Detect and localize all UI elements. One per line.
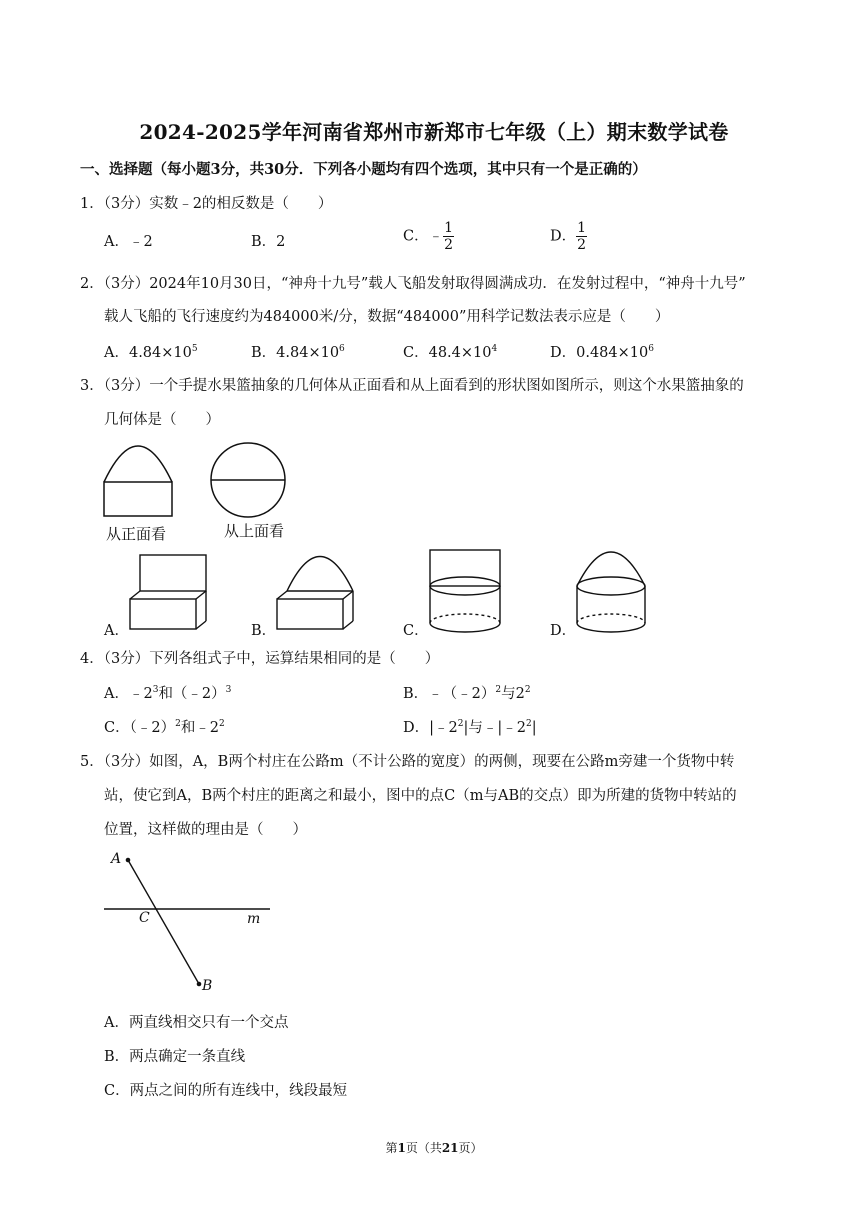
q3-top-view-figure bbox=[208, 440, 288, 520]
footer-text: 第 bbox=[385, 1141, 398, 1155]
q5-option-a: A．两直线相交只有一个交点 bbox=[104, 1015, 289, 1031]
q1-option-d-label: D． bbox=[550, 228, 577, 245]
point-c-label: C bbox=[139, 910, 150, 926]
page-footer bbox=[0, 1139, 868, 1156]
question-5-line-2: 站，使它到A，B两个村庄的距离之和最小，图中的点C（m与AB的交点）即为所建的货物中转站的 bbox=[104, 788, 737, 804]
q4-option-d-exponent: 2 bbox=[525, 719, 532, 729]
q4-option-b-exponent: 2 bbox=[495, 685, 502, 695]
q4-option-c-part: 和﹣2 bbox=[180, 720, 220, 736]
q4-option-d bbox=[403, 716, 537, 737]
q4-option-b-part: B．﹣（﹣2） bbox=[403, 686, 496, 702]
q3-option-a-label: A． bbox=[104, 623, 129, 639]
q3-option-b-figure bbox=[275, 550, 357, 633]
q2-option-a-text: A．4.84×10 bbox=[104, 345, 192, 361]
q4-option-c bbox=[104, 716, 225, 737]
q3-front-view-caption: 从正面看 bbox=[106, 525, 167, 543]
q4-option-d-part: | bbox=[531, 720, 537, 736]
q2-option-b bbox=[251, 341, 345, 362]
q2-option-c bbox=[403, 341, 497, 362]
line-m-label: m bbox=[247, 911, 261, 927]
q2-option-b-text: B．4.84×10 bbox=[251, 345, 340, 361]
q2-option-c-exponent: 4 bbox=[491, 344, 498, 354]
q3-option-c-label: C． bbox=[403, 623, 429, 639]
q4-option-b-part: 与2 bbox=[501, 686, 525, 702]
q2-option-b-exponent: 6 bbox=[339, 344, 345, 354]
q4-option-d-part: |与﹣|﹣2 bbox=[463, 720, 526, 736]
question-5-line-3: 位置，这样做的理由是（ ） bbox=[104, 822, 307, 838]
q2-option-d-exponent: 6 bbox=[648, 344, 654, 354]
q3-top-view-caption: 从上面看 bbox=[224, 522, 285, 540]
q2-option-a-exponent: 5 bbox=[191, 344, 198, 354]
q4-option-a-exponent: 3 bbox=[225, 685, 232, 695]
point-b-label: B bbox=[202, 978, 213, 994]
q4-option-c-part: C．（﹣2） bbox=[104, 720, 176, 736]
point-a-label: A bbox=[111, 851, 122, 867]
q5-option-c: C．两点之间的所有连线中，线段最短 bbox=[104, 1083, 348, 1099]
q3-option-d-figure bbox=[572, 546, 652, 634]
q2-option-a bbox=[104, 341, 198, 362]
q3-option-c-figure bbox=[426, 548, 506, 634]
fraction-denominator: 2 bbox=[577, 237, 587, 253]
q3-option-b-label: B． bbox=[251, 623, 277, 639]
q1-option-c bbox=[403, 221, 454, 252]
fraction-denominator: 2 bbox=[444, 237, 454, 253]
q1-option-d-fraction bbox=[576, 221, 587, 252]
q4-option-d-exponent: 2 bbox=[457, 719, 464, 729]
footer-text: 页（共 bbox=[405, 1141, 442, 1155]
q5-option-b: B．两点确定一条直线 bbox=[104, 1049, 246, 1065]
q3-option-d-label: D． bbox=[550, 623, 577, 639]
q1-option-c-label: C．﹣ bbox=[403, 228, 444, 245]
q4-option-b bbox=[403, 682, 531, 703]
q1-option-a: A．﹣2 bbox=[104, 234, 153, 250]
question-5-line-1: 5．（3分）如图，A，B两个村庄在公路m（不计公路的宽度）的两侧，现要在公路m旁建一个货物中转 bbox=[80, 754, 735, 770]
question-3-line-1: 3．（3分）一个手提水果篮抽象的几何体从正面看和从上面看到的形状图如图所示，则这个水果篮抽象的 bbox=[80, 378, 744, 394]
q4-option-c-exponent: 2 bbox=[175, 719, 181, 729]
current-page-number: 1 bbox=[397, 1141, 406, 1155]
q4-option-c-exponent: 2 bbox=[219, 719, 225, 729]
total-page-count: 21 bbox=[441, 1141, 459, 1155]
section-heading: 一、选择题（每小题3分，共30分．下列各小题均有四个选项，其中只有一个是正确的） bbox=[80, 161, 647, 178]
q4-option-a-exponent: 3 bbox=[152, 685, 159, 695]
q1-option-c-fraction bbox=[443, 221, 454, 252]
q2-option-d bbox=[550, 341, 654, 362]
q3-front-view-figure bbox=[100, 438, 180, 520]
question-2-line-2: 载人飞船的飞行速度约为484000米/分，数据“484000”用科学记数法表示应是（ ） bbox=[104, 309, 670, 325]
q4-option-a-part: A．﹣2 bbox=[104, 686, 153, 702]
q2-option-c-text: C．48.4×10 bbox=[403, 345, 492, 361]
q2-option-d-text: D．0.484×10 bbox=[550, 345, 649, 361]
fraction-numerator: 1 bbox=[577, 220, 587, 236]
question-1-stem: 1．（3分）实数﹣2的相反数是（ ） bbox=[80, 196, 333, 212]
question-4-stem: 4．（3分）下列各组式子中，运算结果相同的是（ ） bbox=[80, 651, 440, 667]
page-title: 2024-2025学年河南省郑州市新郑市七年级（上）期末数学试卷 bbox=[139, 120, 729, 144]
question-3-line-2: 几何体是（ ） bbox=[104, 412, 220, 428]
q1-option-d bbox=[550, 221, 587, 252]
q1-option-b: B．2 bbox=[251, 234, 286, 250]
q3-option-a-figure bbox=[128, 553, 210, 633]
question-2-line-1: 2．（3分）2024年10月30日，“神舟十九号”载人飞船发射取得圆满成功．在发射过程中，“神舟十九号” bbox=[80, 276, 746, 292]
q4-option-a-part: 和（﹣2） bbox=[158, 686, 226, 702]
q4-option-d-part: D．|﹣2 bbox=[403, 720, 458, 736]
q4-option-a bbox=[104, 682, 231, 703]
footer-text: 页） bbox=[458, 1141, 483, 1155]
fraction-numerator: 1 bbox=[444, 220, 454, 236]
q4-option-b-exponent: 2 bbox=[524, 685, 531, 695]
